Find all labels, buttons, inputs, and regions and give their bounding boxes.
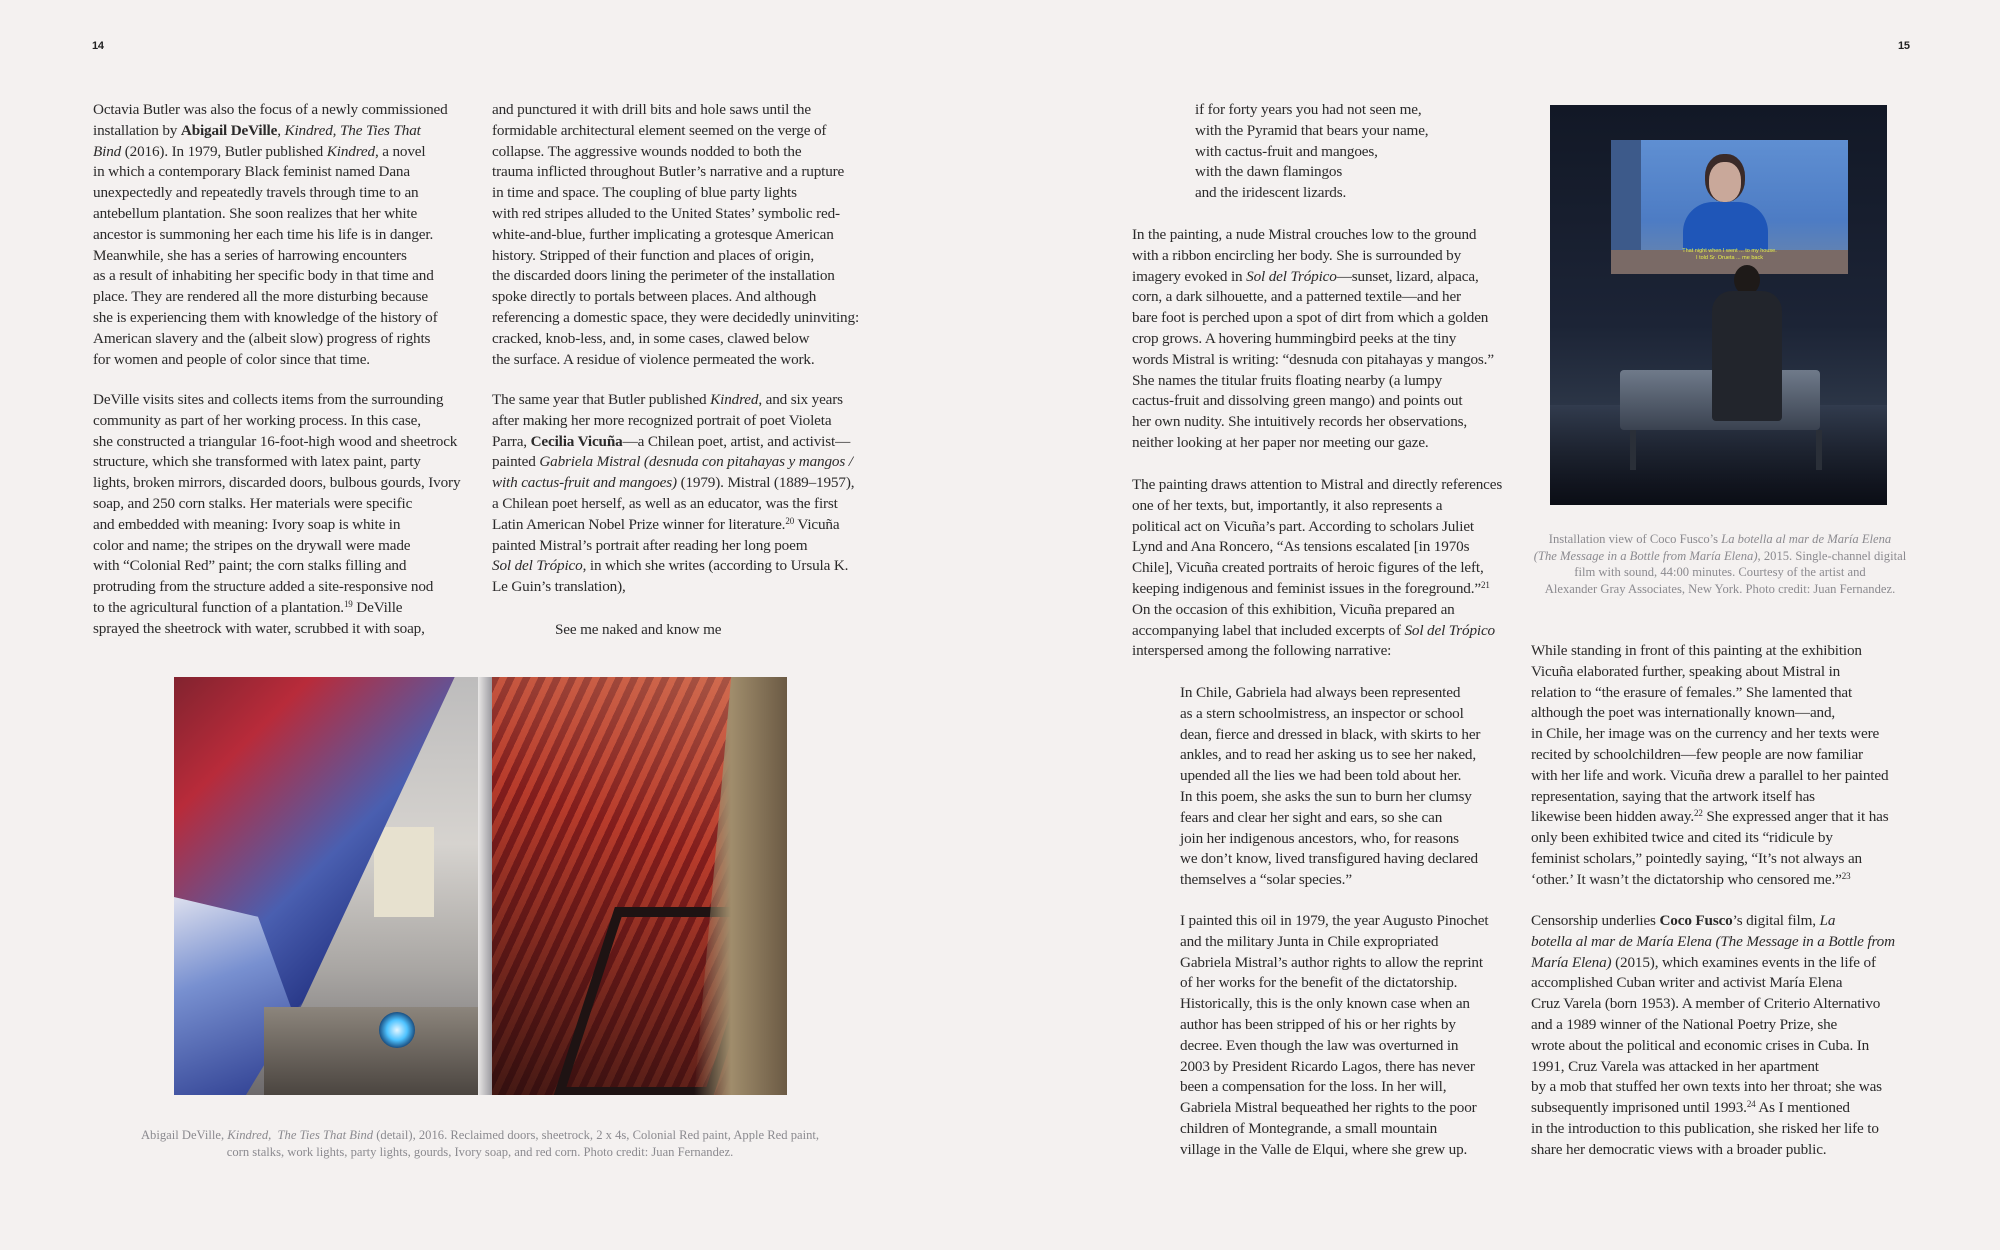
- text-run: Installation view of Coco Fusco’s: [1548, 532, 1722, 546]
- text-run: On the occasion of this exhibition, Vicuña prepared an accompanying label that included excerpts of: [1132, 600, 1455, 639]
- page-number-right: 15: [1898, 40, 1910, 52]
- poem-excerpt: [1195, 100, 1428, 204]
- text-run: interspersed among the following narrative:: [1132, 642, 1392, 660]
- video-subtitle: That night when I went ... to my house. I told Sr. Orueta ... me back: [1682, 248, 1777, 261]
- paragraph-erasure-of-females: [1531, 641, 1889, 891]
- text-run: and punctured it with drill bits and hole saws until the formidable architectural element seemed on the verge of collapse. The aggressive wounds nodded to both the trauma inflicted throughout Butler’s narrative and a rupture in time and space. The coupling of blue party lights with red stripes alluded to the United States’ symbolic red- white-and-blue, further implicating a grotesque American history. Stripped of their function and places of origin, the discarded doors lining the perimeter of the installation spoke directly to portals between places. And although referencing a domestic space, they were decidedly uninviting: cracked, knob-less, and, in some cases, clawed below the surface. A residue of violence permeated the work.: [492, 101, 860, 368]
- text-run: DeVille sprayed the sheetrock with water, scrubbed it with soap,: [93, 598, 425, 637]
- paragraph-butler-intro: [93, 100, 448, 370]
- blockquote-chile: [1180, 683, 1480, 891]
- footnote-ref: 21: [1480, 579, 1490, 590]
- text-run: ,: [277, 121, 285, 139]
- text-run: , 2015. Single-channel digital film with sound, 44:00 minutes. Courtesy of the artist and Alexander Gray Associates, New York. Photo credit: Juan Fernandez.: [1544, 548, 1907, 596]
- paragraph-political-act: [1132, 475, 1502, 662]
- bold-text: Abigail DeVille: [180, 121, 278, 139]
- text-run: (1979). Mistral (1889–1957), a Chilean poet herself, as well as an educator, was the first Latin American Nobel Prize winner for literature.: [492, 474, 855, 533]
- italic-text: Kindred: [326, 142, 375, 160]
- projection-screen: [1611, 140, 1848, 274]
- bold-text: Cecilia Vicuña: [530, 432, 623, 450]
- italic-text: La botella al mar de María Elena (The Message in a Bottle from María Elena): [1531, 912, 1895, 971]
- text-run: if for forty years you had not seen me, with the Pyramid that bears your name, with cactus-fruit and mangoes, with the dawn flamingos and the iridescent lizards.: [1195, 101, 1429, 202]
- blockquote-painted-oil: [1180, 911, 1488, 1161]
- figure-caption-fusco: [1530, 531, 1910, 597]
- italic-text: Kindred: [710, 391, 759, 408]
- text-run: Octavia Butler was also the focus of a newly commissioned installation by: [93, 101, 448, 139]
- bold-text: Coco Fusco: [1659, 912, 1733, 929]
- footnote-ref: 22: [1693, 808, 1703, 819]
- text-run: The same year that Butler published: [492, 391, 711, 408]
- footnote-ref: 19: [343, 598, 353, 609]
- fusco-installation-photo: [1550, 105, 1887, 505]
- text-run: She expressed anger that it has only been exhibited twice and cited its “ridicule by feminist scholars,” pointedly saying, “It’s not always an ‘other.’ It wasn’t the dictatorship who censored me.”: [1531, 808, 1889, 888]
- paragraph-coco-fusco: [1531, 911, 1895, 1161]
- text-run: —a Chilean poet, artist, and activist— painted: [492, 432, 851, 471]
- text-run: , and six years after making her more recognized portrait of poet Violeta Parra,: [492, 391, 843, 450]
- blue-party-light: [379, 1012, 415, 1048]
- text-run: DeVille visits sites and collects items from the surrounding community as part of her working process. In this case, she constructed a triangular 16-foot-high wood and sheetrock structure, which she transformed with latex paint, party lights, broken mirrors, discarded doors, bulbous gourds, Ivory soap, and 250 corn stalks. Her materials were specific and embedded with meaning: Ivory soap is white in color and name; the stripes on the drywall were made with “Colonial Red” paint; the corn stalks filling and protruding from the structure added a site-responsive nod to the agricultural function of a plantation.: [93, 391, 461, 616]
- text-run: While standing in front of this painting at the exhibition Vicuña elaborated further, speaking about Mistral in relation to “the erasure of females.” She lamented that although the poet was internationally known—and, in Chile, her image was on the currency and her texts were recited by schoolchildren—few people are now familiar with her life and work. Vicuña drew a parallel to her painted representation, saying that the artwork itself has likewise been hidden away.: [1531, 642, 1889, 826]
- text-run: I painted this oil in 1979, the year Augusto Pinochet and the military Junta in Chile expropriated Gabriela Mistral’s author rights to allow the reprint of her works for the benefit of the dictatorship. Historically, this is the only known case when an author has been stripped of his or her rights by decree. Even though the law was overturned in 2003 by President Ricardo Lagos, there has never been a compensation for the loss. In her will, Gabriela Mistral bequeathed her rights to the poor children of Montegrande, a small mountain village in the Valle de Elqui, where she grew up.: [1180, 912, 1489, 1158]
- italic-text: Sol del Trópico: [1246, 267, 1337, 285]
- text-run: As I mentioned in the introduction to this publication, she risked her life to share her democratic views with a broader public.: [1531, 1099, 1879, 1158]
- paragraph-vicuna-intro: [492, 390, 854, 598]
- text-run: , in which she writes (according to Ursula K. Le Guin’s translation),: [492, 557, 849, 596]
- text-run: See me naked and know me: [555, 621, 722, 638]
- text-run: Vicuña painted Mistral’s portrait after reading her long poem: [492, 515, 840, 554]
- italic-text: La botella al mar de María Elena (The Message in a Bottle from María Elena): [1533, 532, 1892, 563]
- italic-text: Gabriela Mistral (desnuda con pitahayas y mangos / with cactus-fruit and mangoes): [492, 453, 853, 492]
- footnote-ref: 24: [1746, 1099, 1756, 1110]
- page-number-left: 14: [92, 40, 104, 52]
- woman-head: [1709, 162, 1741, 202]
- figure-caption-deville: [130, 1127, 830, 1160]
- italic-text: Kindred, The Ties That Bind: [93, 121, 421, 160]
- poem-line: [555, 620, 721, 641]
- text-run: ’s digital film,: [1732, 912, 1820, 929]
- text-run: In Chile, Gabriela had always been represented as a stern schoolmistress, an inspector or school dean, fierce and dressed in black, with skirts to her ankles, and to read her asking us to see her naked, upended all the lies we had been told about her. In this poem, she asks the sun to burn her clumsy fears and clear her sight and ears, so she can join her indigenous ancestors, who, for reasons we don’t know, lived transfigured having declared themselves a “solar species.”: [1180, 684, 1481, 889]
- text-run: (2016). In 1979, Butler published: [121, 142, 327, 160]
- text-run: —sunset, lizard, alpaca, corn, a dark silhouette, and a patterned textile—and her bare foot is perched upon a spot of dirt from which a golden crop grows. A hovering hummingbird peeks at the tiny words Mistral is writing: “desnuda con pitahayas y mangos.” She names the titular fruits floating nearby (a lumpy cactus-fruit and dissolving green mango) and points out her own nudity. She intuitively records her observations, neither looking at her paper nor meeting our gaze.: [1132, 267, 1494, 451]
- floor: [264, 1007, 484, 1095]
- seated-viewer: [1712, 265, 1782, 465]
- footnote-ref: 23: [1841, 870, 1851, 881]
- mirror-strip: [478, 677, 492, 1095]
- paragraph-deville-wounds: [492, 100, 859, 370]
- text-run: Abigail DeVille,: [140, 1128, 228, 1142]
- italic-text: Kindred, The Ties That Bind: [227, 1128, 374, 1142]
- text-run: (2015), which examines events in the life of accomplished Cuban writer and activist María Elena Cruz Varela (born 1953). A member of Criterio Alternativo and a 1989 winner of the National Poetry Prize, she wrote about the political and economic crises in Cuba. In 1991, Cruz Varela was attacked in her apartment by a mob that stuffed her own texts into her throat; she was subsequently imprisoned until 1993.: [1531, 953, 1882, 1117]
- wall-artwork: [374, 827, 434, 917]
- italic-text: Sol del Trópico: [492, 557, 583, 575]
- viewer-torso: [1712, 291, 1782, 421]
- text-run: In the painting, a nude Mistral crouches low to the ground with a ribbon encircling her body. She is surrounded by imagery evoked in: [1132, 226, 1477, 285]
- text-run: (detail), 2016. Reclaimed doors, sheetrock, 2 x 4s, Colonial Red paint, Apple Red paint, corn stalks, work lights, party lights, gourds, Ivory soap, and red corn. Photo credit: Juan Fernandez.: [226, 1128, 820, 1159]
- paragraph-painting-description: [1132, 225, 1494, 454]
- italic-text: Sol del Trópico: [1404, 621, 1496, 639]
- text-run: , a novel in which a contemporary Black feminist named Dana unexpectedly and repeatedly travels through time to an antebellum plantation. She soon realizes that her white ancestor is summoning her each time his life is in danger. Meanwhile, she has a series of harrowing encounters as a result of inhabiting her specific body in that time and place. They are rendered all the more disturbing because she is experiencing them with knowledge of the history of American slavery and the (albeit slow) progress of rights for women and people of color since that time.: [93, 142, 438, 368]
- footnote-ref: 20: [785, 515, 795, 526]
- text-run: The painting draws attention to Mistral and directly references one of her texts, but, importantly, it also represents a political act on Vicuña’s part. According to scholars Juliet Lynd and Ana Roncero, “As tensions escalated [in 1970s Chile], Vicuña created portraits of heroic figures of the left, keeping indigenous and feminist issues in the foreground.”: [1132, 476, 1503, 597]
- text-run: Censorship underlies: [1531, 912, 1660, 929]
- paragraph-deville-process: [93, 390, 460, 640]
- deville-installation-photo: [174, 677, 787, 1095]
